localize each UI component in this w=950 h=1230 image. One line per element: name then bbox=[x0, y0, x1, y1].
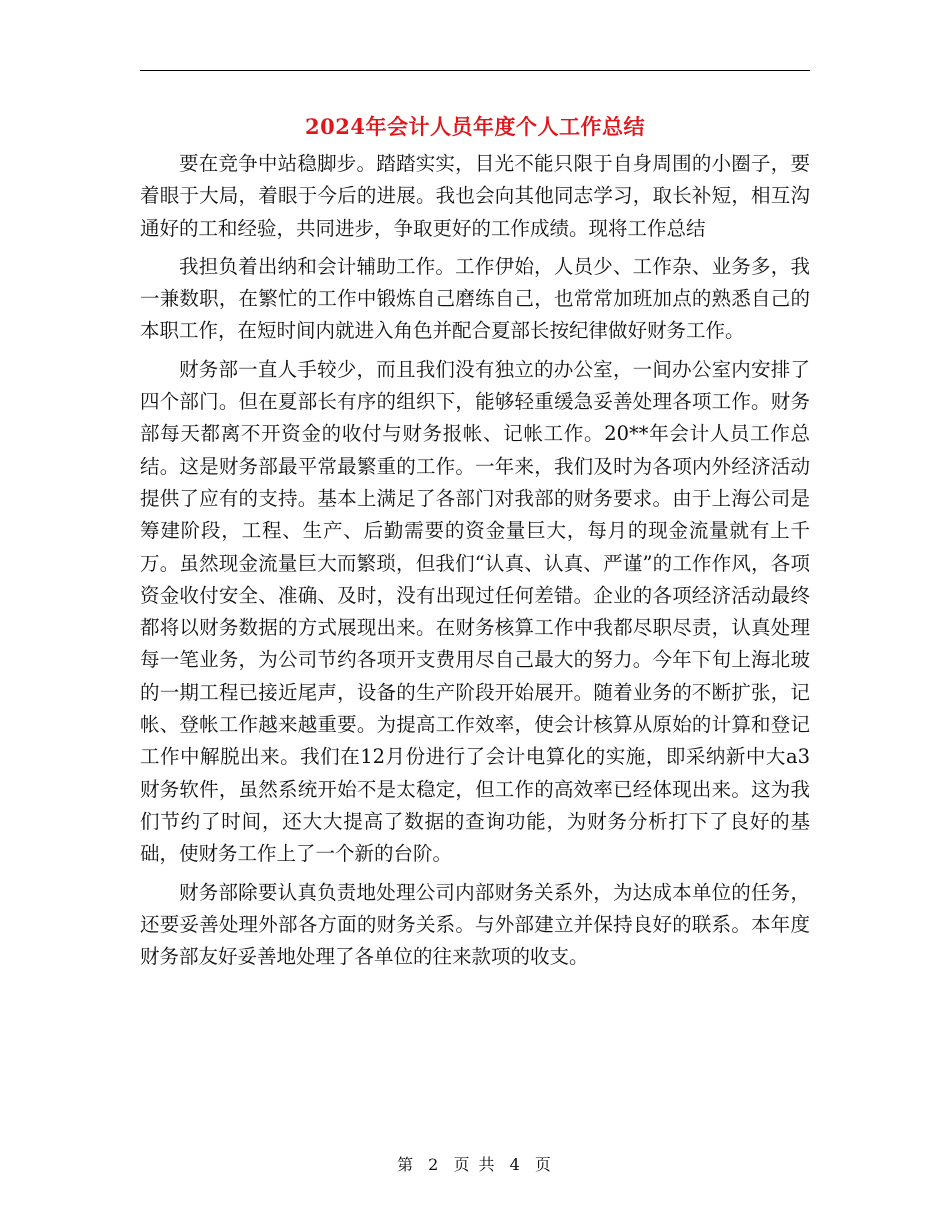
paragraph-1: 要在竞争中站稳脚步。踏踏实实，目光不能只限于自身周围的小圈子，要着眼于大局，着眼于今后的进展。我也会向其他同志学习，取长补短，相互沟通好的工和经验，共同进步，争取更好的工作成绩。现将工作总结 bbox=[140, 152, 810, 240]
page-mid: 页 共 bbox=[453, 1155, 497, 1174]
page-prefix: 第 bbox=[397, 1155, 416, 1174]
page-number: 2 bbox=[428, 1155, 441, 1174]
page-total: 4 bbox=[509, 1155, 522, 1174]
page-footer bbox=[0, 1152, 950, 1175]
paragraph-2: 我担负着出纳和会计辅助工作。工作伊始，人员少、工作杂、业务多，我一兼数职，在繁忙的工作中锻炼自己磨练自己，也常常加班加点的熟悉自己的本职工作，在短时间内就进入角色并配合夏部长按纪律做好财务工作。 bbox=[140, 254, 810, 343]
header-rule bbox=[140, 70, 810, 71]
paragraph-4: 财务部除要认真负责地处理公司内部财务关系外，为达成本单位的任务，还要妥善处理外部各方面的财务关系。与外部建立并保持良好的联系。本年度财务部友好妥善地处理了各单位的往来款项的收支。 bbox=[140, 880, 810, 969]
document-title: 2024年会计人员年度个人工作总结 bbox=[305, 114, 645, 139]
paragraph-3: 财务部一直人手较少，而且我们没有独立的办公室，一间办公室内安排了四个部门。但在夏部长有序的组织下，能够轻重缓急妥善处理各项工作。财务部每天都离不开资金的收付与财务报帐、记帐工作。20**年会计人员工作总结。这是财务部最平常最繁重的工作。一年来，我们及时为各项内外经济活动提供了应有的支持。基本上满足了各部门对我部的财务要求。由于上海公司是筹建阶段，工程、生产、后勤需要的资金量巨大，每月的现金流量就有上千万。虽然现金流量巨大而繁琐，但我们“认真、认真、严谨”的工作作风，各项资金收付安全、准确、及时，没有出现过任何差错。企业的各项经济活动最终都将以财务数据的方式展现出来。在财务核算工作中我都尽职尽责，认真处理每一笔业务，为公司节约各项开支费用尽自己最大的努力。今年下旬上海北玻的一期工程已接近尾声，设备的生产阶段开始展开。随着业务的不断扩张，记帐、登帐工作越来越重要。为提高工作效率，使会计核算从原始的计算和登记工作中解脱出来。我们在12月份进行了会计电算化的实施，即采纳新中大a3财务软件，虽然系统开始不是太稳定，但工作的高效率已经体现出来。这为我们节约了时间，还大大提高了数据的查询功能，为财务分析打下了良好的基础，使财务工作上了一个新的台阶。 bbox=[140, 357, 810, 866]
document-body bbox=[140, 148, 810, 979]
page-suffix: 页 bbox=[534, 1155, 553, 1174]
